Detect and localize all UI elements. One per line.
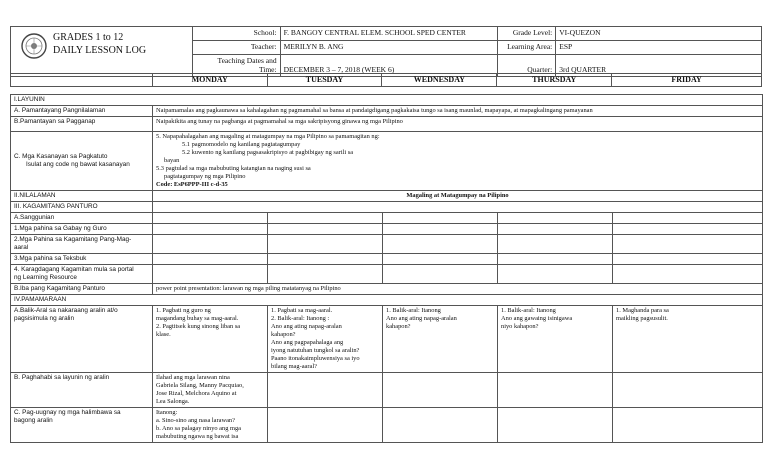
- day-wednesday: WEDNESDAY: [382, 74, 497, 87]
- balik-aral-friday: [613, 306, 763, 373]
- cell-line: niyo kahapon?: [501, 323, 539, 330]
- empty-cell: [383, 224, 498, 235]
- kasanayan-line: 5.2 kuwento ng kanilang pagsasakripisyo at pagbibigay ng sarili sa: [182, 149, 354, 156]
- day-thursday: THURSDAY: [497, 74, 612, 87]
- balik-aral-label-1: A.Balik-Aral sa nakaraang aralin at/o: [14, 307, 118, 314]
- quarter-value: 3rd QUARTER: [556, 55, 762, 77]
- cell-line: Paano itonakaimpluwensiya sa iyo: [271, 355, 360, 362]
- pamantayang-label: A. Pamantayang Pangnilalaman: [11, 106, 153, 117]
- empty-cell: [498, 224, 613, 235]
- teaching-dates-label-2: Time:: [258, 65, 277, 75]
- pagganap-value: Naipakikita ang tunay na pagbanga at pagmamahal sa mga sakripisyong ginawa ng mga Pilipino: [153, 117, 763, 132]
- school-value: F. BANGOY CENTRAL ELEM. SCHOOL SPED CENTER: [280, 27, 498, 41]
- quarter-label: Quarter:: [498, 55, 556, 77]
- section-layunin: I.LAYUNIN: [11, 95, 763, 106]
- kasanayan-label-1: C. Mga Kasanayan sa Pagkatuto: [14, 153, 108, 160]
- balik-aral-thursday: [498, 306, 613, 373]
- sanggunian-label: A.Sanggunian: [11, 213, 153, 224]
- empty-cell: [613, 265, 763, 284]
- empty-cell: [498, 213, 613, 224]
- competency-code: Code: EsP6PPP-III c-d-35: [156, 181, 228, 188]
- paguugnay-label-2: bagong aralin: [14, 417, 53, 424]
- empty-cell: [498, 373, 613, 408]
- cell-line: 1. Balik-aral: Itanong: [386, 307, 441, 314]
- empty-cell: [613, 254, 763, 265]
- karagdagang-label-2: ng Learning Resource: [14, 274, 77, 281]
- teacher-label: Teacher:: [192, 41, 280, 55]
- karagdagang-label-1: 4. Karagdagang Kagamitan mula sa portal: [14, 266, 134, 273]
- empty-cell: [383, 408, 498, 443]
- empty-cell: [383, 373, 498, 408]
- empty-cell: [613, 224, 763, 235]
- empty-cell: [498, 254, 613, 265]
- nilalaman-value: Magaling at Matagumpay na Pilipino: [153, 191, 763, 202]
- paghahabi-monday: [153, 373, 268, 408]
- paguugnay-monday: [153, 408, 268, 443]
- paghahabi-label: B. Paghahabi sa layunin ng aralin: [11, 373, 153, 408]
- cell-line: Itanong:: [156, 409, 178, 416]
- empty-cell: [383, 254, 498, 265]
- pamantayang-value: Naipamamalas ang pagkaunawa sa kahalagahan ng pagmamahal sa bansa at pandaigdigang pagkakaisa tungo sa isang maunlad, mapayapa, at mapagkalingang pamayanan: [153, 106, 763, 117]
- kagamitan-empty: [153, 202, 763, 213]
- kasanayan-line: 5.1 pagmomodelo ng kanilang pagtatagumpay: [182, 141, 301, 148]
- cell-line: Ano ang pagpapahalaga ang: [271, 339, 344, 346]
- cell-line: Lea Salonga.: [156, 398, 190, 405]
- balik-aral-label-2: pagsisimula ng aralin: [14, 315, 75, 322]
- nilalaman-label: II.NILALAMAN: [11, 191, 153, 202]
- cell-line: a. Sino-sino ang nasa larawan?: [156, 417, 235, 424]
- cell-line: bilang mag-aaral?: [271, 363, 317, 370]
- grade-level-value: VI-QUEZON: [556, 27, 762, 41]
- cell-line: 2. Pagtitsek kung sinong liban sa: [156, 323, 241, 330]
- kasanayan-line: 5. Napapahalagahan ang magaling at matagumpay na mga Pilipino sa pamamagitan ng:: [156, 133, 380, 140]
- empty-cell: [613, 213, 763, 224]
- day-tuesday: TUESDAY: [267, 74, 382, 87]
- school-label: School:: [192, 27, 280, 41]
- cell-line: Ano ang ating napag-aralan: [386, 315, 457, 322]
- day-friday: FRIDAY: [612, 74, 762, 87]
- header-logo-cell: [11, 27, 193, 77]
- paguugnay-label: [11, 408, 153, 443]
- empty-cell: [613, 235, 763, 254]
- cell-line: 1. Balik-aral: Itanong: [501, 307, 556, 314]
- empty-cell: [268, 265, 383, 284]
- cell-line: 1. Maghanda para sa: [616, 307, 669, 314]
- cell-line: kahapon?: [271, 331, 296, 338]
- empty-cell: [383, 213, 498, 224]
- kasanayan-label-2: Isulat ang code ng bawat kasanayan: [26, 161, 130, 168]
- cell-line: Ano ang gawaing isinigawa: [501, 315, 573, 322]
- cell-line: 2. Balik-aral: Itanong :: [271, 315, 330, 322]
- balik-aral-monday: [153, 306, 268, 373]
- days-header: [10, 73, 762, 87]
- kasanayan-label: [11, 132, 153, 191]
- iba-value: power point presentation: larawan ng mga piling matatanyag na Pilipino: [153, 284, 763, 295]
- kasanayan-line: bayan: [164, 157, 180, 164]
- empty-cell: [613, 408, 763, 443]
- empty-cell: [498, 235, 613, 254]
- title-line-1: GRADES 1 to 12: [53, 32, 124, 43]
- learning-area-label: Learning Area:: [498, 41, 556, 55]
- cell-line: Ano ang ating napag-aralan: [271, 323, 342, 330]
- learning-area-value: ESP: [556, 41, 762, 55]
- empty-cell: [268, 213, 383, 224]
- empty-cell: [153, 235, 268, 254]
- pagganap-label: B.Pamantayan sa Pagganap: [11, 117, 153, 132]
- cell-line: Ilahad ang mga larawan nina: [156, 374, 230, 381]
- empty-cell: [268, 235, 383, 254]
- cell-line: 1. Pagbati sa mag-aaral.: [271, 307, 333, 314]
- kagamitan-mag-aaral-label-1: 2.Mga Pahina sa Kagamitang Pang-Mag-: [14, 236, 132, 243]
- empty-cell: [153, 224, 268, 235]
- empty-cell: [268, 408, 383, 443]
- empty-cell: [613, 373, 763, 408]
- cell-line: klase.: [156, 331, 171, 338]
- cell-line: 1. Pagbati ng guro ng: [156, 307, 211, 314]
- lesson-log-title: [53, 31, 146, 57]
- balik-aral-label: [11, 306, 153, 373]
- empty-cell: [498, 265, 613, 284]
- karagdagang-label: [11, 265, 153, 284]
- empty-cell: [153, 254, 268, 265]
- balik-aral-tuesday: [268, 306, 383, 373]
- teksbuk-label: 3.Mga pahina sa Teksbuk: [11, 254, 153, 265]
- teaching-dates-value: DECEMBER 3 – 7, 2018 (WEEK 6): [280, 55, 498, 77]
- iba-label: B.Iba pang Kagamitang Panturo: [11, 284, 153, 295]
- kagamitan-mag-aaral-label: [11, 235, 153, 254]
- cell-line: Jose Rizal, Melchora Aquino at: [156, 390, 237, 397]
- kagamitan-label: III. KAGAMITANG PANTURO: [11, 202, 153, 213]
- cell-line: mabubuting ngawa ng bawat isa: [156, 433, 239, 440]
- empty-cell: [383, 265, 498, 284]
- cell-line: Gabriela Silang, Manny Pacquiao,: [156, 382, 244, 389]
- days-corner: [11, 74, 153, 87]
- kasanayan-line: 5.3 pagtulad sa mga mabubuting katangian na naging susi sa: [156, 165, 311, 172]
- kagamitan-mag-aaral-label-2: aaral: [14, 244, 29, 251]
- teaching-dates-label-1: Teaching Dates and: [217, 56, 277, 65]
- cell-line: b. Ano sa palagay ninyo ang mga: [156, 425, 242, 432]
- title-line-2: DAILY LESSON LOG: [53, 45, 147, 56]
- teacher-value: MERILYN B. ANG: [280, 41, 498, 55]
- cell-line: iyong natutuhan tungkol sa aralin?: [271, 347, 360, 354]
- grade-level-label: Grade Level:: [498, 27, 556, 41]
- cell-line: kahapon?: [386, 323, 411, 330]
- empty-cell: [498, 408, 613, 443]
- gabay-label: 1.Mga pahina sa Gabay ng Guro: [11, 224, 153, 235]
- kasanayan-value: [153, 132, 763, 191]
- empty-cell: [153, 265, 268, 284]
- balik-aral-wednesday: [383, 306, 498, 373]
- kasanayan-line: pagtatagumpay ng mga Pilipino: [164, 173, 246, 180]
- day-monday: MONDAY: [152, 74, 267, 87]
- empty-cell: [383, 235, 498, 254]
- empty-cell: [268, 373, 383, 408]
- header-table: [10, 26, 762, 77]
- cell-line: maikling pagsusulit.: [616, 315, 668, 322]
- section-pamamaraan: IV.PAMAMARAAN: [11, 295, 763, 306]
- cell-line: magandang buhay sa mag-aaral.: [156, 315, 239, 322]
- empty-cell: [268, 254, 383, 265]
- empty-cell: [268, 224, 383, 235]
- lesson-table: [10, 94, 763, 443]
- deped-seal-icon: [21, 33, 47, 59]
- empty-cell: [153, 213, 268, 224]
- paguugnay-label-1: C. Pag-uugnay ng mga halimbawa sa: [14, 409, 121, 416]
